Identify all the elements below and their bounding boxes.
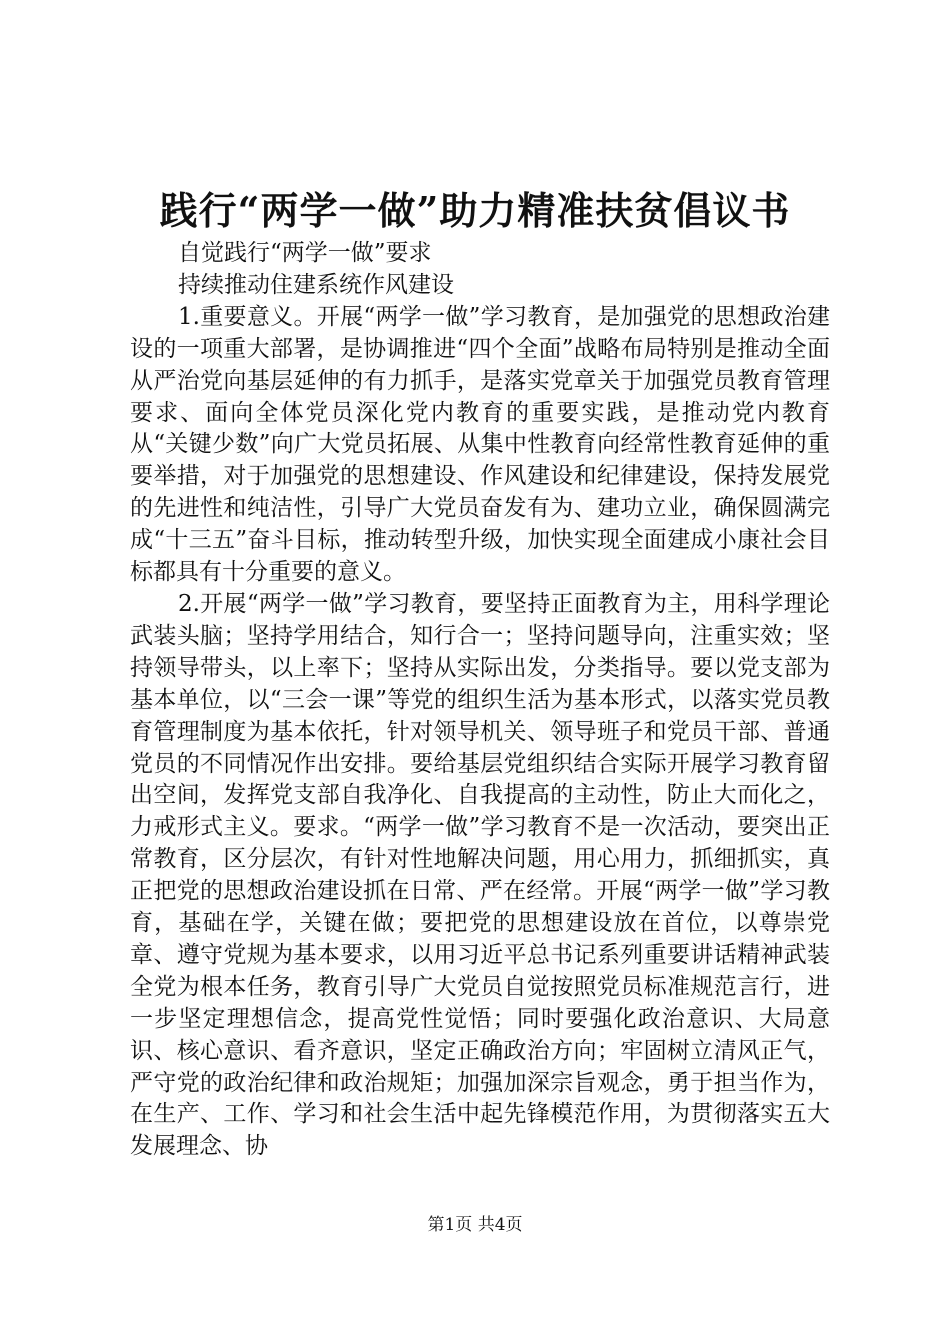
document-title: 践行“两学一做”助力精准扶贫倡议书	[159, 188, 791, 233]
subtitle-line-1: 自觉践行“两学一做”要求	[178, 240, 432, 266]
page-footer: 第1页 共4页	[427, 1215, 523, 1235]
subtitle-line-2: 持续推动住建系统作风建设	[178, 271, 454, 298]
paragraph-2: 2.开展“两学一做”学习教育，要坚持正面教育为主，用科学理论武装头脑；坚持学用结合，知行合一；坚持问题导向，注重实效；坚持领导带头，以上率下；坚持从实际出发，分类指导。要以党支部为基本单位，以“三会一课”等党的组织生活为基本形式，以落实党员教育管理制度为基本依托，针对领导机关、领导班子和党员干部、普通党员的不同情况作出安排。要给基层党组织结合实际开展学习教育留出空间，发挥党支部自我净化、自我提高的主动性，防止大而化之，力戒形式主义。要求。“两学一做”学习教育不是一次活动，要突出正常教育，区分层次，有针对性地解决问题，用心用力，抓细抓实，真正把党的思想政治建设抓在日常、严在经常。开展“两学一做”学习教育，基础在学，关键在做；要把党的思想建设放在首位，以尊崇党章、遵守党规为基本要求，以用习近平总书记系列重要讲话精神武装全党为根本任务，教育引导广大党员自觉按照党员标准规范言行，进一步坚定理想信念，提高党性觉悟；同时要强化政治意识、大局意识、核心意识、看齐意识，坚定正确政治方向；牢固树立清风正气，严守党的政治纪律和政治规矩；加强加深宗旨观念，勇于担当作为，在生产、工作、学习和社会生活中起先锋模范作用，为贯彻落实五大发展理念、协	[130, 590, 830, 1160]
document-body	[130, 238, 830, 1163]
paragraph-1: 1.重要意义。开展“两学一做”学习教育，是加强党的思想政治建设的一项重大部署，是协调推进“四个全面”战略布局特别是推动全面从严治党向基层延伸的有力抓手，是落实党章关于加强党员教育管理要求、面向全体党员深化党内教育的重要实践，是推动党内教育从“关键少数”向广大党员拓展、从集中性教育向经常性教育延伸的重要举措，对于加强党的思想建设、作风建设和纪律建设，保持发展党的先进性和纯洁性，引导广大党员奋发有为、建功立业，确保圆满完成“十三五”奋斗目标，推动转型升级，加快实现全面建成小康社会目标都具有十分重要的意义。	[130, 303, 830, 586]
